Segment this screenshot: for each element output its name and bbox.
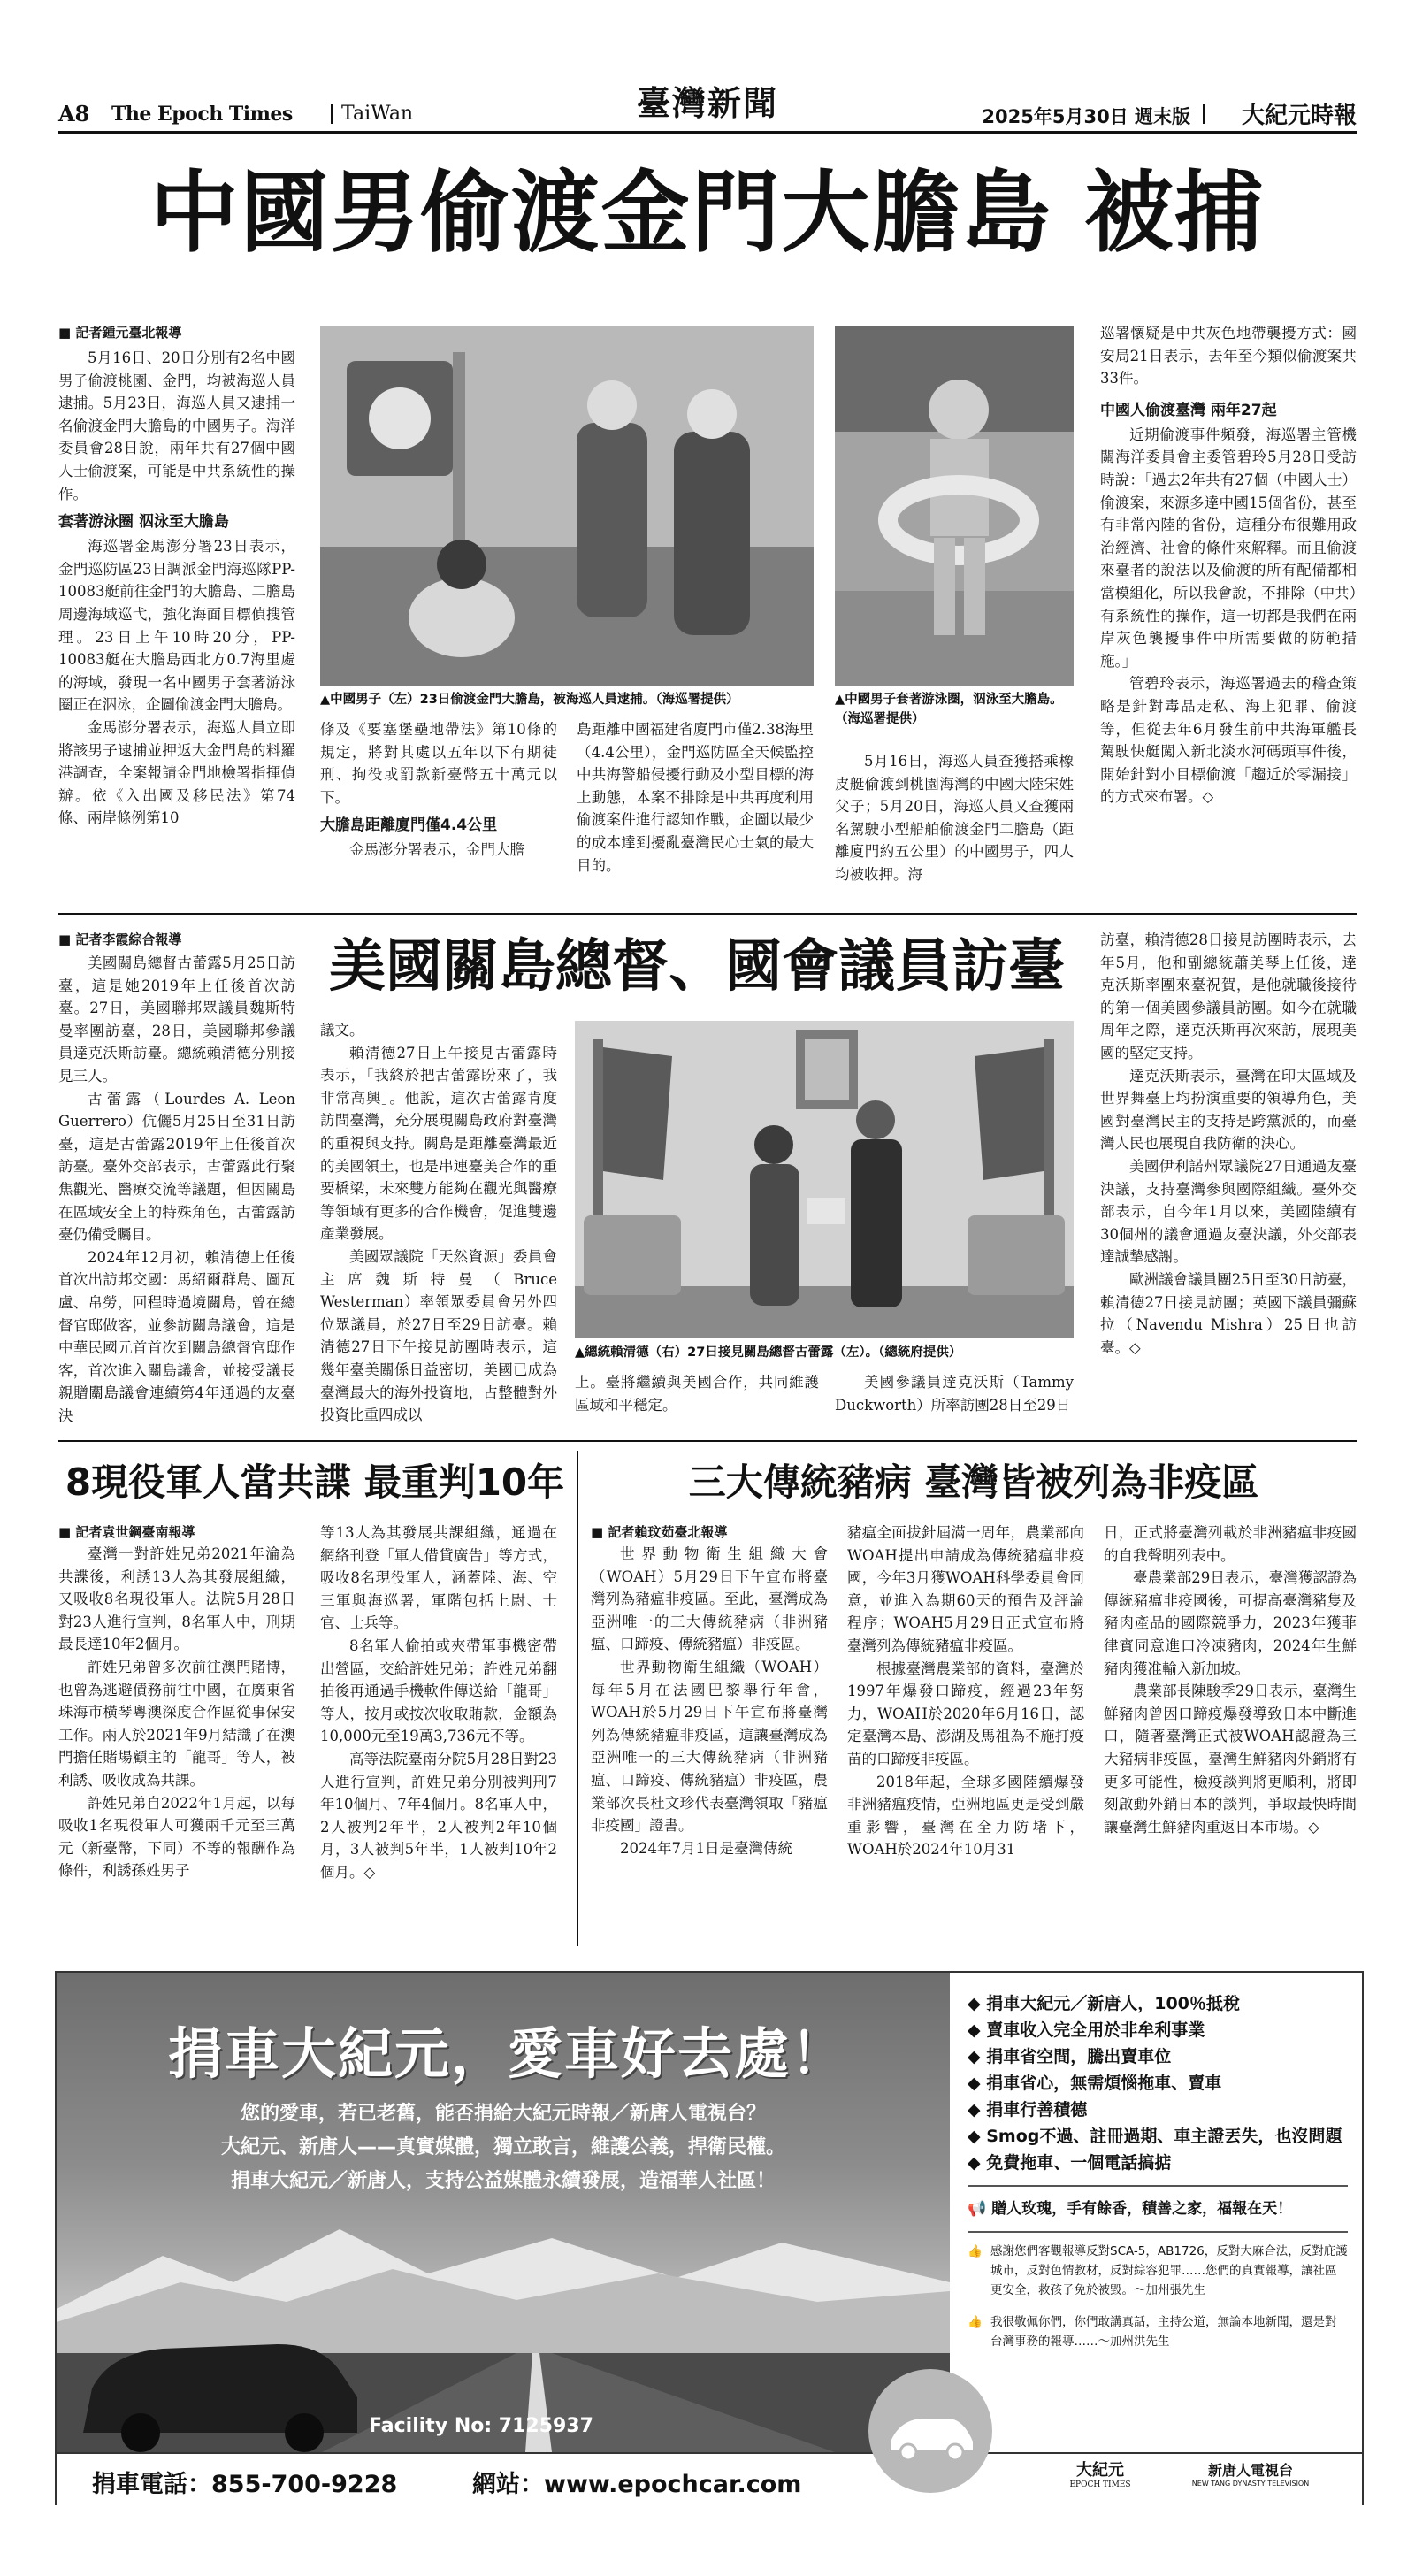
masthead <box>58 83 1357 131</box>
story2-bottom-rule <box>58 1440 1357 1442</box>
story3-paragraph: 許姓兄弟曾多次前往澳門賭博，也曾為逃避債務前往中國，在廣東省珠海市橫琴粵澳深度合作區從事保安工作。兩人於2021年9月結識了在澳門擔任賭場顧主的「龍哥」等人，被利誘、吸收成為共課。 <box>58 1658 295 1789</box>
ad-logo-epoch-sub: EPOCH TIMES <box>1069 2480 1131 2489</box>
story4-headline: 三大傳統豬病 臺灣皆被列為非疫區 <box>688 1460 1259 1504</box>
story3-paragraph: 臺灣一對許姓兄弟2021年淪為共諜後，利誘13人為其發展組織，又吸收8名現役軍人。法院5月28日對23人進行宣判，8名軍人中，刑期最長達10年2個月。 <box>58 1545 295 1653</box>
edition-divider <box>331 104 333 124</box>
diamond-icon: ◆ <box>968 2153 987 2173</box>
list-item <box>968 2017 1348 2043</box>
story2-paragraph: 歐洲議會議員團25日至30日訪臺，賴清德27日接見訪團；英國下議員彌蘇拉（Navendu Mishra）25日也訪臺。◇ <box>1100 1270 1357 1356</box>
list-item-text: 捐車省空間，騰出賣車位 <box>986 2047 1172 2066</box>
issue-date: 2025年5月30日 週末版 <box>982 106 1190 127</box>
ad-banner <box>57 1973 950 2452</box>
story1-byline: ■ 記者鍾元臺北報導 <box>58 325 182 341</box>
masthead-rule <box>58 131 1357 134</box>
ad-facility-number: Facility No: 7125937 <box>369 2415 593 2437</box>
story1-paragraph: 管碧玲表示，海巡署過去的稽查策略是針對毒品走私、海上犯罪、偷渡等，但從去年6月發生前中共海軍艦長駕駛快艇闖入新北淡水河碼頭事件後，開始針對小目標偷渡「趨近於零漏接」的方式來布署。◇ <box>1100 675 1357 806</box>
diamond-icon: ◆ <box>968 2127 987 2146</box>
story1-paragraph: 5月16日，海巡人員查獲搭乘橡皮艇偷渡到桃園海灣的中國大陸宋姓父子；5月20日，海巡人員又查獲兩名駕駛小型船舶偷渡金門二膽島（距離廈門約五公里）的中國男子，四人均被收押。海 <box>835 753 1074 883</box>
section-title: 臺灣新聞 <box>636 83 778 123</box>
car-circle-icon <box>868 2369 992 2493</box>
story3-paragraph: 高等法院臺南分院5月28日對23人進行宣判，許姓兄弟分別被判刑7年10個月、7年4個月。8名軍人中，2人被判2年半，2人被判2年10個月，3人被判5年半，1人被判10年2個月。◇ <box>320 1750 557 1881</box>
ad-line-3: 捐車大紀元／新唐人，支持公益媒體永續發展，造福華人社區！ <box>230 2170 776 2192</box>
story1-bottom-rule <box>58 913 1357 915</box>
story4-column-2 <box>847 1522 1084 1946</box>
masthead-logo: 大紀元時報 <box>1241 103 1357 129</box>
list-item-text: Smog不過、註冊過期、車主證丟失，也沒問題 <box>986 2127 1342 2146</box>
ad-logo-ntd-text: 新唐人電視台 <box>1207 2462 1293 2479</box>
list-item <box>968 2097 1348 2123</box>
ad-title: 捐車大紀元，愛車好去處！ <box>167 2021 847 2086</box>
list-item-text: 捐車大紀元／新唐人，100％抵稅 <box>986 1994 1240 2013</box>
story2-byline: ■ 記者李霞綜合報導 <box>58 932 182 947</box>
story3-paragraph: 8名軍人偷拍或夾帶軍事機密帶出營區，交給許姓兄弟；許姓兄弟翻拍後再通過手機軟件傳送給「龍哥」等人，按月或按次收取賄款，金額為10,000元至19萬3,736元不等。 <box>320 1637 557 1745</box>
story1-paragraph: 金馬澎分署表示，海巡人員立即將該男子逮捕並押返大金門島的料羅港調查，全案報請金門地檢署指揮偵辦。依《入出國及移民法》第74條、兩岸條例第10 <box>58 718 295 827</box>
story2-bottom-1 <box>575 1371 819 1421</box>
story2-paragraph: 2024年12月初，賴清德上任後首次出訪邦交國：馬紹爾群島、圖瓦盧、帛勞，回程時過境關島，曾在總督官邸做客，並參訪關島議會，這是中華民國元首首次到關島總督官邸作客，首次進入關島議會，並接受議長親贈關島議會連續第4年通過的友臺決 <box>58 1248 295 1424</box>
story1-column-4 <box>835 750 1074 888</box>
story2-column-1 <box>58 929 295 1428</box>
story3-paragraph: 等13人為其發展共課組織，通過在網絡刊登「軍人借貸廣告」等方式，吸收8名現役軍人，涵蓋陸、海、空三軍與海巡署，軍階包括上尉、士官、士兵等。 <box>320 1524 557 1632</box>
ad-quote-2 <box>968 2312 1348 2351</box>
ad-line-2: 大紀元、新唐人——真實媒體，獨立敢言，維護公義，捍衛民權。 <box>220 2136 785 2158</box>
story1-column-3 <box>577 718 814 888</box>
story1-subhead-1: 套著游泳圈 泅泳至大膽島 <box>58 513 229 532</box>
story1-headline: 中國男偷渡金門大膽島 被捕 <box>149 160 1266 264</box>
story2-paragraph: 達克沃斯表示，臺灣在印太區域及世界舞臺上均扮演重要的領導角色，美國對臺灣民主的支持是跨黨派的，而臺灣人民也展現自我防衛的決心。 <box>1100 1067 1357 1153</box>
story1-paragraph: 金馬澎分署表示，金門大膽 <box>349 841 524 859</box>
story2-paragraph: 古蕾露（Lourdes A. Leon Guerrero）伉儷5月25日至31日訪臺，這是古蕾露2019年上任後首次訪臺。臺外交部表示，古蕾露此行聚焦觀光、醫療交流等議題，但因關島在區域安全上的特殊角色，古蕾露訪臺仍備受矚目。 <box>58 1090 295 1244</box>
ad-website[interactable]: 網站：www.epochcar.com <box>472 2471 802 2498</box>
meeting-photo-illustration <box>575 1021 1074 1338</box>
story4-paragraph: 根據臺灣農業部的資料，臺灣於1997年爆發口蹄疫，經過23年努力，WOAH於2020年6月16日，認定臺灣本島、澎湖及馬祖為不施打疫苗的口蹄疫非疫區。 <box>847 1660 1084 1767</box>
story1-paragraph: 近期偷渡事件頻發，海巡署主管機關海洋委員會主委管碧玲5月28日受訪時說：「過去2年共有27個（中國人士）偷渡案，來源多達中國15個省份，甚至有非常內陸的省份，這種分布很難用政治經濟、社會的條件來解釋。而且偷渡來臺者的說法以及偷渡的所有配備都相當模組化，所以我會說，不排除（中共）有系統性的操作，這一切都是我們在兩岸灰色襲擾事件中所需要做的防範措施。」 <box>1100 426 1357 670</box>
diamond-icon: ◆ <box>968 2100 987 2120</box>
ad-logo-ntd <box>1162 2459 1339 2488</box>
ad-phone[interactable]: 捐車電話：855-700-9228 <box>92 2471 398 2498</box>
story4-paragraph: 2024年7月1日是臺灣傳統 <box>620 1839 792 1857</box>
story1-paragraph: 5月16日、20日分別有2名中國男子偷渡桃園、金門，均被海巡人員逮捕。5月23日，海巡人員又逮捕一名偷渡金門大膽島的中國男子。海洋委員會28日說，兩年共有27個中國人士偷渡案，可能是中共系統性的操作。 <box>58 349 295 502</box>
story1-photo-swim-ring <box>835 326 1074 686</box>
thumbs-up-icon: 👍 <box>968 2315 983 2329</box>
list-item <box>968 2150 1348 2176</box>
ad-logo-ntd-sub: NEW TANG DYNASTY TELEVISION <box>1191 2480 1310 2488</box>
story2-headline: 美國關島總督、國會議員訪臺 <box>329 934 1065 1000</box>
ad-quote-1 <box>968 2242 1348 2300</box>
list-item <box>968 1990 1348 2017</box>
edition-divider-2 <box>1203 104 1205 124</box>
thumbs-up-icon: 👍 <box>968 2244 983 2258</box>
ad-gift-line <box>968 2196 1348 2222</box>
story4-paragraph: 2018年起，全球多國陸續爆發非洲豬瘟疫情，亞洲地區更是受到嚴重影響，臺灣在全力防堵下，WOAH於2024年10月31 <box>847 1773 1084 1859</box>
story1-paragraph: 海巡署金馬澎分署23日表示，金門巡防區23日調派金門海巡隊PP-10083艇前往金門的大膽島、二膽島周邊海域巡弋，強化海面目標偵搜管理。23日上午10時20分，PP-10083艇在大膽島西北方0.7海里處的海域，發現一名中國男子套著游泳圈正在泅泳，企圖偷渡金門大膽島。 <box>58 538 295 714</box>
ad-divider <box>968 2185 1348 2187</box>
story3-column-1 <box>58 1522 295 1946</box>
diamond-icon: ◆ <box>968 1994 987 2013</box>
ad-gift-text: 贈人玫瑰，手有餘香，積善之家，福報在天！ <box>991 2200 1293 2218</box>
story2-bottom-2 <box>835 1371 1074 1421</box>
story4-paragraph: 農業部長陳駿季29日表示，臺灣生鮮豬肉曾因口蹄疫爆發導致日本中斷進口，隨著臺灣正式被WOAH認證為三大豬病非疫區，臺灣生鮮豬肉外銷將有更多可能性，檢疫談判將更順利，將即刻啟動外銷日本的談判，爭取最快時間讓臺灣生鮮豬肉重返日本市場。◇ <box>1104 1683 1357 1836</box>
story1-caption-1: ▲中國男子（左）23日偷渡金門大膽島，被海巡人員逮捕。（海巡署提供） <box>320 693 739 707</box>
diamond-icon: ◆ <box>968 2047 987 2066</box>
list-item <box>968 2043 1348 2070</box>
story2-column-2 <box>320 1019 557 1424</box>
megaphone-icon: 📢 <box>968 2200 992 2218</box>
story1-column-5 <box>1100 322 1357 888</box>
story4-byline: ■ 記者賴玟茹臺北報導 <box>591 1524 728 1540</box>
ad-line-1: 您的愛車，若已老舊，能否捐給大紀元時報／新唐人電視台？ <box>240 2103 766 2125</box>
story2-caption: ▲總統賴清德（右）27日接見關島總督古蕾露（左）。（總統府提供） <box>575 1346 962 1360</box>
swim-ring-photo-illustration <box>835 326 1074 686</box>
story4-paragraph: 世界動物衛生組織（WOAH）每年5月在法國巴黎舉行年會，WOAH於5月29日下午宣布將臺灣列為傳統豬瘟非疫區，這讓臺灣成為亞洲唯一的三大傳統豬病（非洲豬瘟、口蹄疫、傳統豬瘟）非疫區，農業部次長杜文珍代表臺灣領取「豬瘟非疫國」證書。 <box>591 1658 828 1835</box>
list-item-text: 賣車收入完全用於非牟利事業 <box>986 2020 1205 2040</box>
story1-column-2 <box>320 718 557 888</box>
ad-divider <box>968 2231 1348 2233</box>
story4-column-1 <box>591 1522 828 1946</box>
story2-paragraph: 議文。 <box>320 1022 364 1039</box>
list-item <box>968 2070 1348 2097</box>
edition-name: TaiWan <box>341 103 414 125</box>
ad-logo-epoch-text: 大紀元 <box>1076 2461 1124 2480</box>
arrest-photo-illustration <box>320 326 814 686</box>
story2-paragraph: 賴清德27日上午接見古蕾露時表示，「我終於把古蕾露盼來了，我非常高興」。他說，這次古蕾露肯度訪問臺灣，充分展現關島政府對臺灣的重視與支持。關島是距離臺灣最近的美國領土，也是串連臺美合作的重要橋梁，未來雙方能夠在觀光與醫療等領域有更多的合作機會，促進雙邊產業發展。 <box>320 1044 557 1243</box>
list-item-text: 免費拖車、一個電話搞掂 <box>986 2153 1172 2173</box>
page-number: A8 <box>58 101 90 126</box>
story2-paragraph: 美國伊利諾州眾議院27日通過友臺決議，支持臺灣參與國際組織。臺外交部表示，自今年1月以來，美國陸續有30個州的議會通過友臺決議，外交部表達誠摯感謝。 <box>1100 1157 1357 1266</box>
list-item-text: 捐車行善積德 <box>986 2100 1088 2120</box>
story2-paragraph: 上。臺將繼續與美國合作，共同維護區域和平穩定。 <box>575 1374 819 1414</box>
story1-paragraph: 巡署懷疑是中共灰色地帶襲擾方式：國安局21日表示，去年至今類似偷渡案共33件。 <box>1100 325 1357 387</box>
story4-column-3 <box>1104 1522 1357 1946</box>
story3-column-2 <box>320 1522 557 1946</box>
ad-benefit-list <box>968 1990 1348 2351</box>
story2-paragraph: 美國參議員達克沃斯（Tammy Duckworth）所率訪團28日至29日 <box>835 1374 1074 1414</box>
story4-paragraph: 日，正式將臺灣列載於非洲豬瘟非疫國的自我聲明列表中。 <box>1104 1524 1357 1564</box>
list-item <box>968 2123 1348 2150</box>
story1-column-1 <box>58 322 295 888</box>
story4-paragraph: 世界動物衛生組織大會（WOAH）5月29日下午宣布將臺灣列為豬瘟非疫區。至此，臺灣成為亞洲唯一的三大傳統豬病（非洲豬瘟、口蹄疫、傳統豬瘟）非疫區。 <box>591 1545 828 1653</box>
story1-subhead-3: 中國人偷渡臺灣 兩年27起 <box>1100 401 1277 419</box>
diamond-icon: ◆ <box>968 2074 987 2093</box>
story4-paragraph: 豬瘟全面拔針屆滿一周年，農業部向WOAH提出申請成為傳統豬瘟非疫國，今年3月獲WOAH科學委員會同意，並進入為期60天的預告及評論程序；WOAH5月29日正式宣布將臺灣列為傳統豬瘟非疫區。 <box>847 1524 1084 1654</box>
car-donation-ad <box>55 1971 1364 2505</box>
story1-photo-arrest <box>320 326 814 686</box>
story-divider-vertical <box>577 1451 578 1946</box>
ad-logo-epoch <box>1056 2457 1144 2489</box>
story1-paragraph: 條及《要塞堡壘地帶法》第10條的規定，將對其處以五年以下有期徒刑、拘役或罰款新臺幣五十萬元以下。 <box>320 721 557 806</box>
list-item-text: 捐車省心，無需煩惱拖車、賣車 <box>986 2074 1222 2093</box>
story2-photo-meeting <box>575 1021 1074 1338</box>
story2-paragraph: 美國關島總督古蕾露5月25日訪臺，這是她2019年上任後首次訪臺。27日，美國聯邦眾議員魏斯特曼率團訪臺，28日，美國聯邦參議員達克沃斯訪臺。總統賴清德分別接見三人。 <box>58 954 295 1085</box>
paper-name: The Epoch Times <box>111 103 293 126</box>
story2-paragraph: 美國眾議院「天然資源」委員會主席魏斯特曼（Bruce Westerman）率領眾委員會另外四位眾議員，於27日至29日訪臺。賴清德27日下午接見訪團時表示，這幾年臺美關係日益密切，美國已成為臺灣最大的海外投資地，占整體對外投資比重四成以 <box>320 1247 557 1424</box>
story3-headline: 8現役軍人當共諜 最重判10年 <box>65 1460 565 1504</box>
story1-paragraph: 島距離中國福建省廈門市僅2.38海里（4.4公里），金門巡防區全天候監控中共海警船侵擾行動及小型目標的海上動態，本案不排除是中共再度利用偷渡案件進行認知作戰，企圖以最少的成本達到擾亂臺灣民心士氣的最大目的。 <box>577 721 814 874</box>
ad-contact-strip <box>57 2452 1362 2505</box>
story3-paragraph: 許姓兄弟自2022年1月起，以每吸收1名現役軍人可獲兩千元至三萬元（新臺幣，下同）不等的報酬作為條件，利誘孫姓男子 <box>58 1794 295 1880</box>
story2-paragraph: 訪臺，賴清德28日接見訪團時表示，去年5月，他和副總統蕭美琴上任後，達克沃斯率團來臺祝賀，是他就職後接待的第一個美國參議員訪團。如今在就職周年之際，達克沃斯再次來訪，展現美國的堅定支持。 <box>1100 932 1357 1062</box>
ad-quote-2-text: 我很敬佩你們，你們敢講真話，主持公道，無論本地新聞，還是對台灣事務的報導……～加州洪先生 <box>990 2315 1337 2349</box>
story4-paragraph: 臺農業部29日表示，臺灣獲認證為傳統豬瘟非疫國後，可提高臺灣豬隻及豬肉產品的國際競爭力，2023年獲菲律賓同意進口冷凍豬肉，2024年生鮮豬肉獲准輸入新加坡。 <box>1104 1569 1357 1677</box>
story1-subhead-2: 大膽島距離廈門僅4.4公里 <box>320 816 498 835</box>
ad-quote-1-text: 感謝您們客觀報導反對SCA-5，AB1726，反對大麻合法，反對庇護城市，反對色情教材，反對綜容犯罪……您們的真實報導，讓社區更安全，救孩子免於被毀。～加州張先生 <box>990 2244 1348 2297</box>
diamond-icon: ◆ <box>968 2020 987 2040</box>
story1-caption-2: ▲中國男子套著游泳圈，泅泳至大膽島。（海巡署提供） <box>835 693 1063 726</box>
story3-byline: ■ 記者袁世鋼臺南報導 <box>58 1524 195 1540</box>
car-icon <box>868 2369 992 2493</box>
story2-column-3 <box>1100 929 1357 1428</box>
